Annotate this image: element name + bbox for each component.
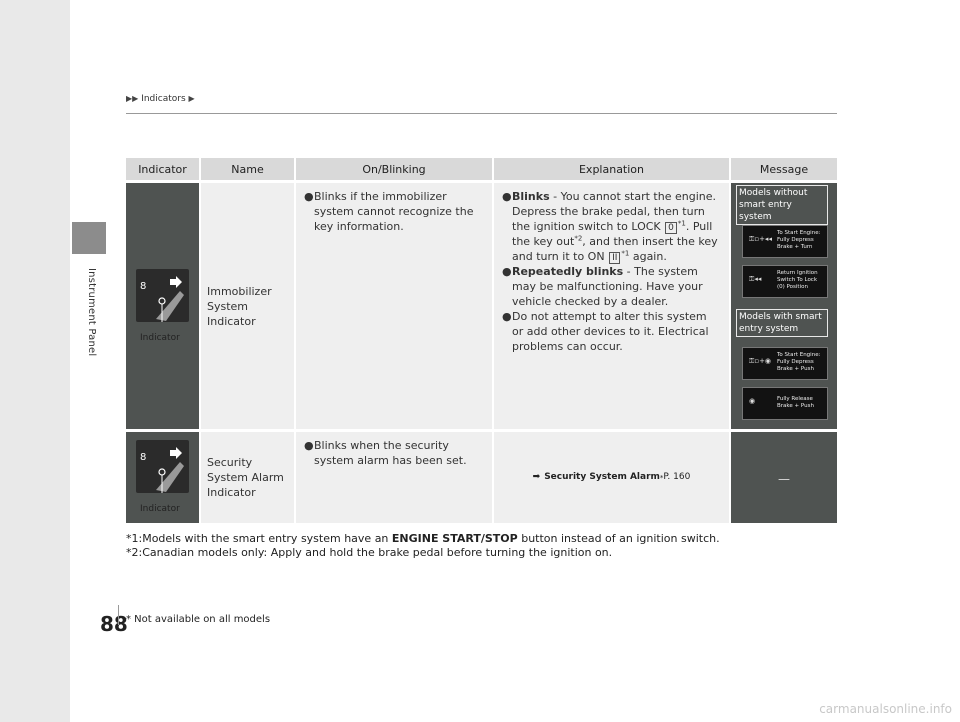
name-cell [201, 432, 296, 523]
explanation-term: Blinks [512, 190, 550, 203]
key-position-icon: II [609, 252, 620, 264]
list-item [502, 189, 721, 264]
explanation-text: - The system may be malfunctioning. Have your vehicle checked by a dealer. [512, 265, 703, 308]
indicator-caption: Indicator [140, 333, 180, 343]
model-tag: Models with smart entry system [736, 309, 828, 337]
breadcrumb-arrow-icon: ▶▶ [126, 94, 139, 103]
sidebar-tab-marker [72, 222, 106, 254]
indicator-cell [126, 183, 201, 429]
explanation-cell: ➡ Security System Alarm * P. 160 [494, 432, 731, 523]
screen-line: Brake + Turn [777, 244, 813, 250]
explanation-text: . Pull the key out [512, 220, 713, 248]
table-row [126, 432, 837, 523]
table-row [126, 183, 837, 429]
screen-line: Switch To Lock [777, 277, 818, 283]
indicator-table [126, 158, 837, 523]
indicator-caption: Indicator [140, 504, 180, 514]
header-divider [126, 113, 837, 114]
on-blinking-text: Blinks when the security system alarm has been set. [314, 439, 467, 467]
footnotes [126, 532, 720, 560]
list-item [304, 189, 484, 234]
message-screen [742, 387, 828, 420]
screen-line: Fully Release [777, 396, 813, 402]
footnote-1 [126, 532, 720, 546]
bullet-icon: ● [502, 310, 512, 323]
header-indicator: Indicator [126, 158, 201, 180]
screen-line: To Start Engine: [777, 230, 821, 236]
bullet-icon: ● [502, 190, 512, 203]
section-title: Instrument Panel [86, 268, 97, 357]
header-explanation: Explanation [494, 158, 731, 180]
name-cell [201, 183, 296, 429]
security-alarm-indicator-icon [136, 440, 189, 493]
footnote-ref: *1 [677, 219, 686, 228]
list-item [502, 309, 721, 354]
table-header [126, 158, 837, 180]
screen-line: To Start Engine: [777, 352, 821, 358]
screen-line: Fully Depress [777, 359, 814, 365]
reference-page: P. 160 [663, 472, 691, 482]
immobilizer-indicator-icon [136, 269, 189, 322]
message-screen [742, 265, 828, 298]
bullet-icon: ● [304, 439, 314, 452]
sidebar [0, 0, 70, 722]
bullet-icon: ● [502, 265, 512, 278]
list-item [502, 264, 721, 309]
header-message: Message [759, 162, 809, 176]
breadcrumb-arrow-icon: ▶ [188, 94, 195, 103]
model-tag: Models without smart entry system [736, 185, 828, 225]
screen-line: Return Ignition [777, 270, 818, 276]
on-blinking-cell [296, 432, 494, 523]
svg-text:8: 8 [140, 452, 147, 463]
on-blinking-text: Blinks if the immobilizer system cannot recognize the key information. [314, 190, 474, 233]
indicator-cell [126, 432, 201, 523]
explanation-text: , and then insert the key and turn it to ON [512, 235, 718, 263]
push-button-icon: ◉ [749, 397, 756, 405]
list-item [304, 438, 484, 468]
screen-line: (0) Position [777, 284, 808, 290]
screen-line: Brake + Push [777, 403, 814, 409]
header-name: Name [201, 158, 296, 180]
availability-note: * Not available on all models [126, 614, 271, 625]
reference-icon: ➡ [532, 472, 541, 482]
breadcrumb [126, 94, 195, 104]
explanation-term: Repeatedly blinks [512, 265, 624, 278]
footnote-ref: *1 [621, 249, 630, 258]
push-button-icon: ⚿▫+◉ [749, 357, 772, 365]
key-turn-icon: ⚿◂◂ [749, 275, 762, 283]
footnote-term: ENGINE START/STOP [391, 532, 518, 545]
watermark: carmanualsonline.info [819, 702, 952, 716]
svg-text:8: 8 [140, 281, 147, 292]
indicator-name: Security System Alarm Indicator [207, 456, 284, 499]
screen-line: Brake + Push [777, 366, 814, 372]
breadcrumb-label[interactable]: Indicators [141, 94, 186, 104]
explanation-text: - You cannot start the engine. Depress the brake pedal, then turn the ignition switch to LOCK [512, 190, 716, 233]
message-cell [731, 183, 837, 429]
page-number: 88 [100, 612, 128, 636]
footnote-text: button instead of an ignition switch. [517, 532, 720, 545]
header-on-blinking: On/Blinking [296, 158, 494, 180]
message-cell [731, 432, 837, 523]
footnote-2: *2:Canadian models only: Apply and hold the brake pedal before turning the ignition on. [126, 546, 613, 559]
reference-link[interactable]: Security System Alarm [544, 472, 660, 482]
no-message: — [778, 472, 790, 486]
indicator-name: Immobilizer System Indicator [207, 284, 272, 328]
message-screen [742, 347, 828, 380]
explanation-text: again. [629, 250, 667, 263]
divider [118, 605, 123, 625]
on-blinking-cell [296, 183, 494, 429]
message-screen [742, 225, 828, 258]
bullet-icon: ● [304, 190, 314, 203]
explanation-cell [494, 183, 731, 429]
footnote-text: *1:Models with the smart entry system have an [126, 532, 392, 545]
key-brake-icon: ⚿▫+◂◂ [749, 235, 772, 243]
screen-line: Fully Depress [777, 237, 814, 243]
footnote-ref: *2 [574, 234, 583, 243]
explanation-text: Do not attempt to alter this system or add other devices to it. Electrical problems can occur. [512, 310, 709, 353]
key-position-icon: 0 [665, 222, 677, 234]
